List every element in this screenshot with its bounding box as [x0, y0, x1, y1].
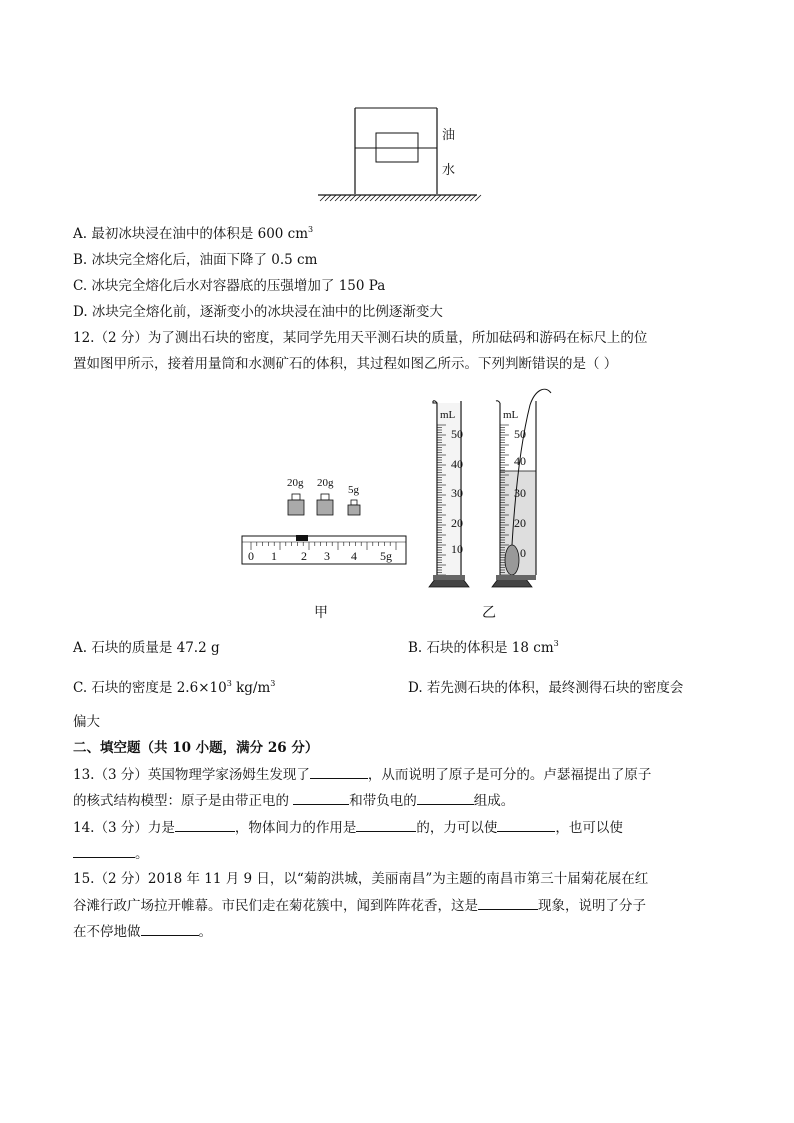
- cylinder-figure: [425, 385, 565, 593]
- q11-option-a: A. 最初冰块浸在油中的体积是 600 $cm^3$: [73, 225, 314, 242]
- q12-option-d-continued: 偏大: [73, 714, 100, 730]
- caption-yi: 乙: [482, 605, 496, 621]
- ruler-label-5: 5g: [380, 549, 392, 563]
- q12-option-d: D. 若先测石块的体积，最终测得石块的密度会: [408, 680, 684, 696]
- balance-figure: [236, 472, 411, 572]
- ruler-label-2: 2: [301, 549, 307, 563]
- q11-option-d: D. 冰块完全熔化前，逐渐变小的冰块浸在油中的比例逐渐变大: [73, 304, 443, 320]
- cylinder-2-mark-40: 40: [514, 454, 526, 468]
- ruler-label-0: 0: [248, 549, 254, 563]
- q15-line1: 15.（2 分）2018 年 11 月 9 日，以“菊韵洪城，美丽南昌”为主题的南昌市第三十届菊花展在红: [73, 871, 649, 887]
- q15-line3: 在不停地做 。: [73, 921, 212, 942]
- q11-option-b: B. 冰块完全熔化后，油面下降了 0.5 cm: [73, 252, 318, 268]
- cylinder-2-mark-50: 50: [514, 427, 526, 441]
- cylinder-1-mark-30: 30: [451, 486, 463, 500]
- ruler-label-3: 3: [324, 549, 330, 563]
- q12-stem-line1: 12.（2 分）为了测出石块的密度，某同学先用天平测石块的质量，所加砝码和游码在标尺上的位: [73, 330, 648, 346]
- q12-stem-line2: 置如图甲所示，接着用量筒和水测矿石的体积，其过程如图乙所示。下列判断错误的是（ ）: [73, 356, 618, 372]
- water-label: 水: [442, 162, 456, 177]
- q14-blank-2[interactable]: [356, 817, 416, 832]
- q15-blank-1[interactable]: [478, 895, 538, 910]
- oil-water-container-figure: [310, 104, 485, 210]
- q14-line2: 。: [73, 843, 149, 864]
- cylinder-2-unit: mL: [503, 409, 519, 421]
- caption-jia: 甲: [314, 605, 328, 621]
- cylinder-1-mark-20: 20: [451, 516, 463, 530]
- q11-option-c: C. 冰块完全熔化后水对容器底的压强增加了 150 Pa: [73, 278, 386, 294]
- cylinder-2-mark-20: 20: [514, 516, 526, 530]
- rider: [296, 535, 308, 541]
- stone: [505, 545, 519, 575]
- weight-label-3: 5g: [348, 484, 359, 496]
- weight-5g: [348, 500, 360, 515]
- q14-line1: 14.（3 分）力是 ，物体间力的作用是 的，力可以使 ，也可以使: [73, 817, 623, 838]
- q13-line2: 的核式结构模型：原子是由带正电的 和带负电的 组成。: [73, 790, 514, 811]
- cylinder-1-mark-10: 10: [451, 542, 463, 556]
- q14-blank-1[interactable]: [175, 817, 235, 832]
- q12-option-a: A. 石块的质量是 47.2 g: [73, 640, 220, 656]
- cylinder-1-mark-50: 50: [451, 427, 463, 441]
- q14-blank-4[interactable]: [73, 843, 135, 858]
- section-2-title: 二、填空题（共 10 小题，满分 26 分）: [73, 740, 319, 756]
- oil-label: 油: [442, 127, 456, 142]
- weight-20g-b: [317, 494, 333, 515]
- cylinder-2-mark-0: 0: [520, 546, 526, 560]
- weight-label-2: 20g: [317, 477, 334, 489]
- q13-blank-2[interactable]: [293, 790, 349, 805]
- q14-blank-3[interactable]: [497, 817, 555, 832]
- q15-blank-2[interactable]: [141, 921, 199, 936]
- cylinder-2-mark-30: 30: [514, 486, 526, 500]
- cylinder-1-unit: mL: [440, 409, 456, 421]
- q12-option-c: C. 石块的密度是 $2.6\times 10^3$ $kg/m^3$: [73, 679, 276, 696]
- q13-blank-1[interactable]: [310, 764, 368, 779]
- ruler-label-4: 4: [351, 549, 357, 563]
- cylinder-1-mark-40: 40: [451, 457, 463, 471]
- q12-option-b: B. 石块的体积是 18 $cm^3$: [408, 639, 559, 656]
- q15-line2: 谷滩行政广场拉开帷幕。市民们走在菊花簇中，闻到阵阵花香，这是 现象，说明了分子: [73, 895, 646, 916]
- weight-20g-a: [288, 494, 304, 515]
- cylinder-1: [429, 401, 469, 587]
- q13-line1: 13.（3 分）英国物理学家汤姆生发现了 ，从而说明了原子是可分的。卢瑟福提出了原子: [73, 764, 651, 785]
- weight-label-1: 20g: [287, 477, 304, 489]
- q13-blank-3[interactable]: [417, 790, 474, 805]
- ruler-label-1: 1: [271, 549, 277, 563]
